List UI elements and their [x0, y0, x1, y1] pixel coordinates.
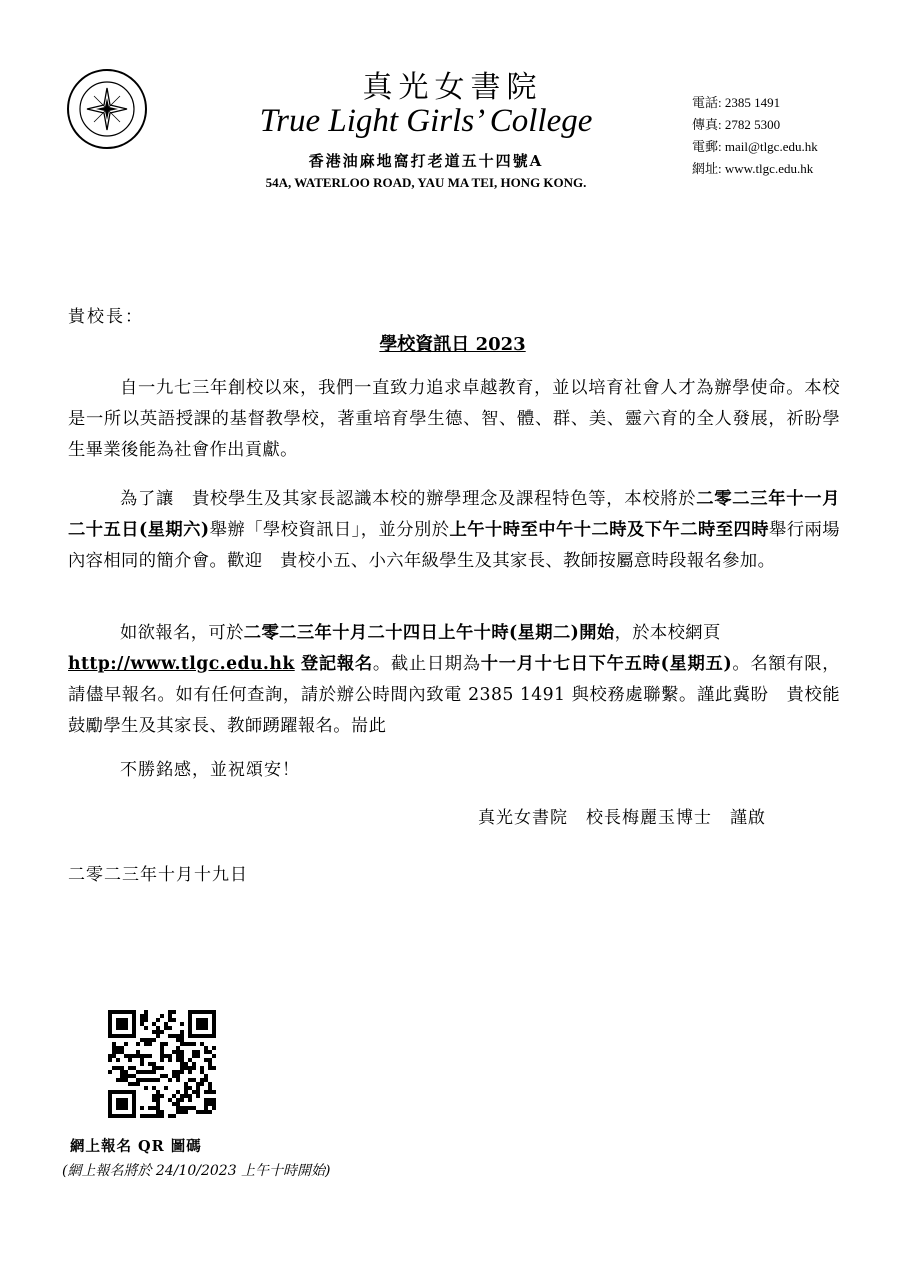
school-name-zh: 真光女書院 [362, 70, 543, 105]
closing-line: 不勝銘感，並祝頌安！ [120, 760, 300, 780]
address-zh: 香港油麻地窩打老道五十四號A [308, 152, 544, 170]
address-en: 54A, WATERLOO ROAD, YAU MA TEI, HONG KONG. [265, 175, 587, 190]
contact-email: 電郵: mail@tlgc.edu.hk [692, 139, 818, 154]
registration-deadline: 十一月十七日下午五時(星期五) [480, 654, 733, 674]
salutation: 貴校長： [68, 307, 144, 327]
contact-website: 網址: www.tlgc.edu.hk [692, 161, 814, 176]
paragraph-registration: 如欲報名，可於二零二三年十月二十四日上午十時(星期二)開始，於本校網頁 http://www.tlgc.edu.hk 登記報名。截止日期為十一月十七日下午五時(星期五)。名額有限，請儘早報名。如有任何查詢，請於辦公時間內致電 2385 1491 與校務處聯繫。謹此冀盼 貴校能鼓勵學生及其家長、教師踴躍報名。耑此 [68, 623, 840, 736]
paragraph-info-day: 為了讓 貴校學生及其家長認識本校的辦學理念及課程特色等，本校將於二零二三年十一月二十五日(星期六)舉辦「學校資訊日」，並分別於上午十時至中午十二時及下午二時至四時舉行兩場內容相同的簡介會。歡迎 貴校小五、小六年級學生及其家長、教師按屬意時段報名參加。 [68, 489, 840, 571]
paragraph-intro: 自一九七三年創校以來，我們一直致力追求卓越教育，並以培育社會人才為辦學使命。本校是一所以英語授課的基督教學校，著重培育學生德、智、體、群、美、靈六育的全人發展，祈盼學生畢業後能為社會作出貢獻。 [68, 378, 840, 460]
session-times: 上午十時至中午十二時及下午二時至四時 [449, 520, 770, 540]
school-website-link[interactable]: http://www.tlgc.edu.hk [68, 654, 295, 674]
contact-phone: 電話: 2385 1491 [692, 95, 781, 110]
qr-code-icon[interactable] [108, 1010, 216, 1118]
signature: 真光女書院 校長梅麗玉博士 謹啟 [478, 808, 766, 828]
letter-date: 二零二三年十月十九日 [68, 865, 248, 885]
letter-title: 學校資訊日 2023 [379, 334, 526, 355]
qr-label: 網上報名 QR 圖碼 [70, 1138, 202, 1155]
school-name-en: True Light Girls’ College [259, 103, 593, 139]
event-date: 二零二三年十一月二十五日(星期六) [68, 489, 840, 540]
qr-note: (網上報名將於 24/10/2023 上午十時開始) [62, 1163, 331, 1179]
registration-start: 二零二三年十月二十四日上午十時(星期二)開始 [243, 623, 615, 643]
contact-fax: 傳真: 2782 5300 [692, 117, 781, 132]
